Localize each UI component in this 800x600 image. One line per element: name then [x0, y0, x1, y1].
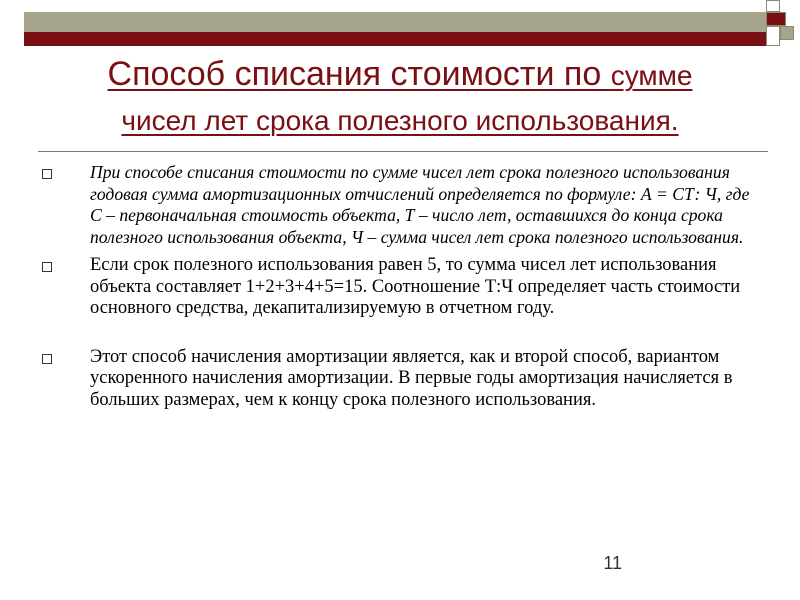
- header-band-gray: [24, 12, 766, 32]
- bullet-item: [42, 347, 762, 412]
- square-bullet-icon: [42, 169, 52, 179]
- corner-square-decor: [766, 0, 780, 12]
- slide-title-line1-b: сумме: [610, 60, 693, 91]
- slide-title-line1: [30, 50, 770, 100]
- corner-square-decor: [780, 26, 794, 40]
- square-bullet-icon: [42, 354, 52, 364]
- header-band-red: [24, 32, 766, 46]
- slide-title-line1-a: Способ списания стоимости по: [107, 55, 611, 93]
- bullet-item: [42, 255, 762, 320]
- bullet-item: [42, 162, 762, 248]
- bullet-text: Если срок полезного использования равен 5, то сумма чисел лет использования объекта составляет 1+2+3+4+5=15. Соотношение Т:Ч определяет часть стоимости основного средства, декапитализируемую в отчетном году.: [90, 255, 741, 318]
- slide-content: [42, 162, 762, 411]
- square-bullet-icon: [42, 262, 52, 272]
- slide-title: [30, 50, 770, 142]
- bullet-text: При способе списания стоимости по сумме чисел лет срока полезного использования годовая сумма амортизационных отчислений определяется по формуле: А = СТ: Ч, где С – первоначальная стоимость объекта, Т – число лет, оставшихся до конца срока полезного использования объекта, Ч – сумма чисел лет срока полезного использования.: [90, 162, 750, 247]
- page-number: 11: [603, 553, 622, 573]
- corner-square-decor: [766, 12, 786, 26]
- slide-title-line2: чисел лет срока полезного использования.: [121, 105, 679, 136]
- bullet-text: Этот способ начисления амортизации является, как и второй способ, вариантом ускоренного начисления амортизации. В первые годы амортизация начисляется в больших размерах, чем к концу срока полезного использования.: [90, 346, 733, 410]
- title-divider: [38, 151, 768, 152]
- corner-square-decor: [766, 26, 780, 46]
